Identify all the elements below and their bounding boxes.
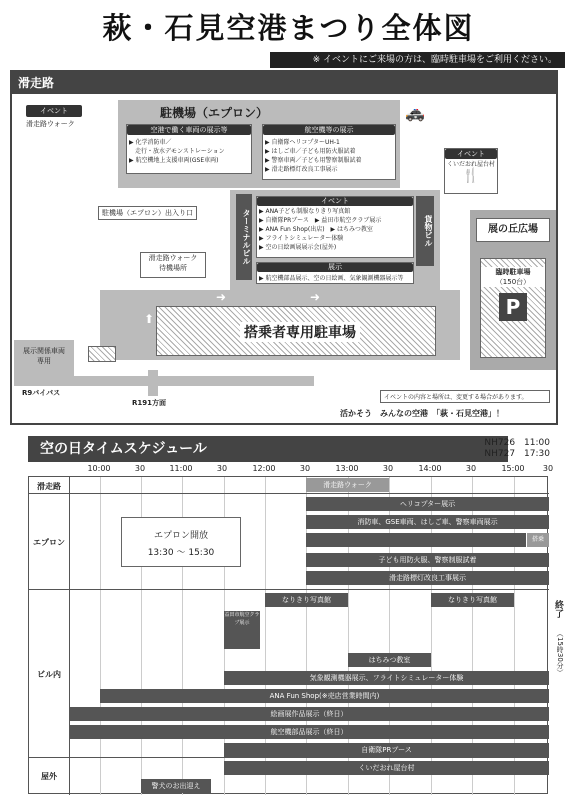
hour-tick: 30	[542, 464, 554, 473]
slogan: 活かそう みんなの空港 「萩・石見空港」！	[340, 409, 504, 418]
temp-parking-label: 臨時駐車場	[481, 267, 545, 277]
apron-title: 駐機場（エプロン）	[160, 106, 269, 120]
bar-ana-shop: ANA Fun Shop(※売店営業時間内)	[100, 689, 549, 703]
list-item: ▶ 空の日絵画展展示会(屋外)	[259, 244, 337, 251]
airport-vehicles-box	[126, 124, 252, 174]
hour-tick: 10:00	[87, 464, 111, 473]
bar-weather: 気象観測機器展示、フライトシミュレーター体験	[224, 671, 549, 685]
disclaimer: イベントの内容と場所は、変更する場合があります。	[380, 390, 550, 403]
flight-nh726: NH726 11:00	[484, 438, 550, 448]
hour-tick: 30	[382, 464, 394, 473]
hour-tick: 14:00	[418, 464, 442, 473]
bar-helicopter: ヘリコプター展示	[306, 497, 549, 511]
bar-dog: 警犬のお出迎え	[141, 779, 211, 793]
list-item: ▶ 自衛隊ヘリコプターUH-1	[265, 139, 340, 146]
bar-boarding: 搭乗	[527, 533, 549, 547]
bar-vehicles: 消防車、GSE車両、はしご車、警察車両展示	[306, 515, 549, 529]
bar-gse	[306, 533, 526, 547]
bar-parts: 航空機部品展示（終日）	[69, 725, 549, 739]
food-event-tag: イベント	[445, 149, 497, 159]
end-label: 終了	[553, 600, 563, 618]
staff-parking-label: 展示関係車両 専用	[23, 347, 65, 365]
exhibit-title: 展示	[257, 263, 413, 272]
list-item: ▶ フライトシミュレーター体験	[259, 235, 344, 242]
hour-tick: 12:00	[252, 464, 276, 473]
bar-food: くいだおれ屋台村	[224, 761, 549, 775]
end-time: （15時30分）	[556, 630, 564, 676]
bar-photo-2: なりきり写真館	[431, 593, 514, 607]
terminal-label: ターミナルビル	[236, 194, 252, 280]
runway-walk-label: 滑走路ウォーク	[26, 120, 75, 128]
police-car-icon: 🚓	[405, 103, 425, 122]
list-item: ▶ 化学消防車／	[129, 139, 172, 146]
apron-entrance: 駐機場（エプロン）出入り口	[98, 206, 197, 220]
bar-photo-1: なりきり写真館	[265, 593, 348, 607]
bar-kids-fire: 子ども用防火服、警察制服試着	[306, 553, 549, 567]
food-stall-icon: 🍴	[462, 168, 480, 184]
arrow-icon: ➜	[310, 290, 321, 304]
list-item: ▶ 滑走路標灯改良工事展示	[265, 166, 338, 173]
r191-road	[148, 370, 158, 396]
apron-open-time: 13:30 ～ 15:30	[147, 548, 215, 558]
bar-club: 益田市航空クラブ展示	[224, 611, 260, 649]
bar-honey: はちみつ教室	[348, 653, 431, 667]
category-building: ビル内	[37, 670, 61, 679]
parking-icon: P	[499, 293, 527, 321]
category-runway: 滑走路	[37, 482, 61, 491]
r9-label: R9バイパス	[22, 389, 61, 397]
schedule-title: 空の日タイムスケジュール	[28, 436, 508, 462]
terminal-event-title: イベント	[257, 197, 413, 206]
cargo-building-label: 貨物ビル	[416, 196, 434, 266]
terminal-event-list	[257, 206, 413, 253]
aircraft-exhibit-box	[262, 124, 396, 180]
bar-jsdf: 自衛隊PRブース	[224, 743, 549, 757]
schedule-grid	[28, 476, 548, 794]
list-item: ▶ 警察車両／子ども用警察制服試着	[265, 157, 362, 164]
runway-walk-wait: 滑走路ウォーク 待機場所	[140, 252, 206, 278]
passenger-parking-label: 搭乗者専用駐車場	[240, 322, 360, 342]
aircraft-exhibit-title: 航空機等の展示	[263, 125, 395, 135]
temp-parking-area	[480, 258, 546, 358]
category-apron: エプロン	[33, 538, 65, 547]
hour-tick: 15:00	[501, 464, 525, 473]
category-outdoor: 屋外	[41, 772, 57, 781]
arrow-up-icon: ⬆	[144, 312, 155, 326]
exhibit-box	[256, 262, 414, 284]
airport-vehicles-title: 空港で働く車両の展示等	[127, 125, 251, 135]
temp-parking-count: （150台）	[481, 277, 545, 287]
aircraft-exhibit-list	[263, 135, 395, 175]
hour-tick: 30	[216, 464, 228, 473]
hour-tick: 13:00	[335, 464, 359, 473]
bar-runway-walk: 滑走路ウォーク	[306, 478, 389, 492]
list-item: ▶ 自衛隊PRブース ▶ 益田市航空クラブ展示	[259, 217, 382, 224]
terminal-event-box	[256, 196, 414, 258]
list-item: ▶ ANA子ども制服なりきり写真館	[259, 208, 351, 215]
flight-info	[470, 438, 550, 460]
hour-tick: 30	[299, 464, 311, 473]
list-item: ▶ はしご車／子ども用防火服試着	[265, 148, 356, 155]
r191-label: R191方面	[132, 399, 167, 407]
exhibit-item: ▶ 航空機部品展示、空の日絵画、気象観測機器展示等	[259, 275, 404, 282]
r9-road	[14, 376, 314, 386]
bar-runway-lamp: 滑走路標灯改良工事展示	[306, 571, 549, 585]
flight-nh727: NH727 17:30	[484, 449, 550, 459]
staff-parking-lot	[88, 346, 116, 362]
hour-tick: 30	[465, 464, 477, 473]
food-event-label: くいだおれ屋台村	[446, 161, 495, 168]
hour-tick: 11:00	[169, 464, 193, 473]
food-event-box	[444, 148, 498, 194]
page-title: 萩・石見空港まつり全体図	[102, 11, 475, 45]
hour-tick: 30	[134, 464, 146, 473]
runway-label: 滑走路	[12, 72, 556, 94]
apron-open-label: エプロン開放	[153, 531, 208, 541]
bar-paintings: 絵画展作品展示（終日）	[69, 707, 549, 721]
arrow-icon: ➜	[216, 290, 227, 304]
event-tag: イベント	[26, 105, 82, 117]
apron-open-callout	[121, 517, 241, 567]
hill-plaza-label: 展の丘広場	[476, 218, 550, 242]
list-item: ▶ 航空機地上支援車両(GSE車両)	[129, 157, 219, 164]
list-item: ▶ ANA Fun Shop(出店) ▶ はちみつ教室	[259, 226, 373, 233]
airport-vehicles-list	[127, 135, 251, 166]
parking-notice: ※ イベントにご来場の方は、臨時駐車場をご利用ください。	[270, 52, 565, 68]
list-item: 走行・放水デモンストレーション	[129, 148, 225, 155]
